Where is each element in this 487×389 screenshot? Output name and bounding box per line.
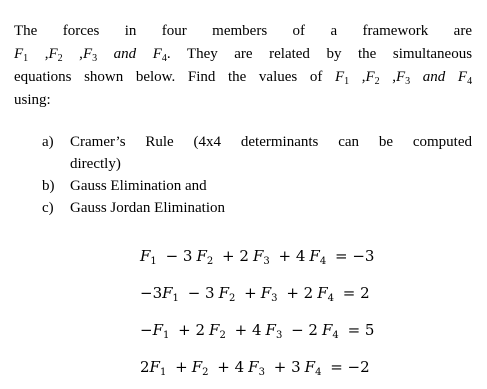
list-marker: a) — [42, 134, 54, 150]
statement-line-2-text: They are related by the simultaneous — [186, 46, 473, 62]
statement-line-1: The forces in four members of a framework are — [14, 23, 472, 39]
coef-2: − 3 — [165, 247, 193, 265]
equation-rhs: = −2 — [330, 358, 370, 376]
coef-3: + — [244, 284, 257, 302]
method-cramer-line-1: Cramer’s Rule (4x4 determinants can be computed — [70, 134, 472, 150]
coef-4: − 2 — [291, 321, 318, 339]
coef-2: + — [175, 358, 188, 376]
equation-row: $-F_1 + 2$ $F_2 + 4$ $F_3 - 2$ $F_4 = 5$ — [140, 312, 380, 349]
coef-2: + 2 — [178, 321, 206, 339]
list-marker: c) — [42, 200, 54, 216]
problem-statement — [14, 20, 472, 112]
statement-line-3 — [14, 66, 472, 89]
method-gauss-jordan: Gauss Jordan Elimination — [70, 200, 225, 216]
method-gauss-elimination: Gauss Elimination and — [70, 178, 207, 194]
coef-4: + 3 — [273, 358, 301, 376]
forces-list-2: $F_1$ $,F_2$ $,F_3$ and $F_4$ — [334, 69, 473, 87]
list-item-text — [70, 131, 472, 175]
method-cramer-line-2: directly) — [70, 156, 121, 172]
methods-list — [42, 131, 472, 219]
equation-rhs: = 5 — [347, 321, 375, 339]
coef-2: − 3 — [187, 284, 215, 302]
coef-3: + 4 — [217, 358, 245, 376]
equation-row: $-3F_1 - 3$ $F_2 + F_3 + 2$ $F_4 = 2$ — [140, 275, 380, 312]
coef-1: − — [140, 321, 153, 339]
equation-row: $2F_1 + F_2 + 4$ $F_3 + 3$ $F_4 = -2$ — [140, 349, 380, 386]
forces-list: $F_1$ $,F_2$ $,F_3$ and $F_4$. — [14, 46, 171, 64]
coef-3: + 2 — [222, 247, 249, 265]
equation-rhs: = 2 — [342, 284, 370, 302]
coef-1: 2 — [140, 358, 150, 376]
list-marker: b) — [42, 178, 55, 194]
coef-4: + 2 — [286, 284, 314, 302]
equation-system — [140, 238, 380, 386]
coef-1: −3 — [140, 284, 163, 302]
statement-line-3-text: equations shown below. Find the values of — [14, 69, 323, 85]
equation-row: $F_1 - 3$ $F_2 + 2$ $F_3 + 4$ $F_4 = -3$ — [140, 238, 380, 275]
list-item — [42, 131, 472, 175]
coef-3: + 4 — [234, 321, 262, 339]
list-item — [42, 197, 472, 219]
list-item — [42, 175, 472, 197]
statement-line-4: using: — [14, 92, 51, 108]
statement-line-2 — [14, 43, 472, 66]
coef-4: + 4 — [278, 247, 306, 265]
equation-rhs: = −3 — [334, 247, 375, 265]
